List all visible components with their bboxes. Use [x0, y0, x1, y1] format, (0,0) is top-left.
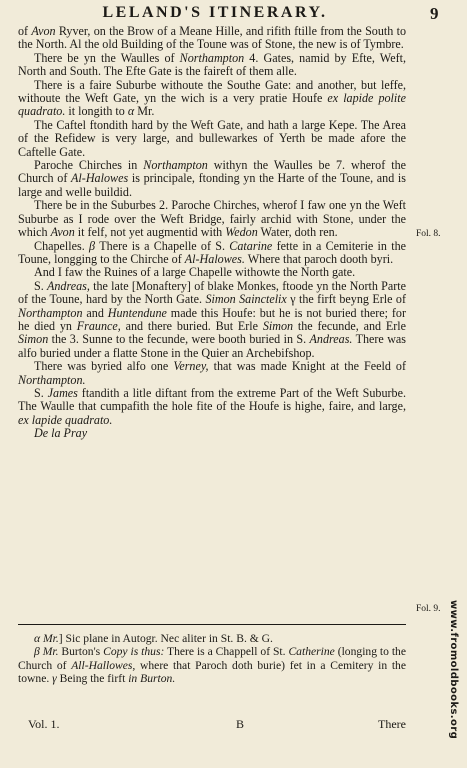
- italic-run: Fraunce,: [76, 318, 121, 333]
- text-run: withyn the Waulles be 7. wherof the Church of: [18, 158, 406, 186]
- text-run: (longing to the Church of: [18, 645, 406, 672]
- text-run: is principale, ftonding yn the Harte of the Toune, and is large and welle buildid.: [18, 171, 407, 199]
- italic-run: James: [47, 385, 78, 400]
- text-run: There be yn the Waulles of: [34, 50, 180, 65]
- text-run: γ the firft beyng Erle of: [286, 292, 406, 307]
- italic-run: Al-Halowes: [71, 171, 129, 186]
- volume-label: Vol. 1.: [28, 717, 60, 731]
- signature-mark: B: [236, 717, 245, 731]
- text-run: There is a Chappell of St.: [164, 645, 289, 659]
- text-run: There be in the Suburbes 2. Paroche Chirches, wherof I faw one yn the Weft Suburbe as I rode over the Weft Bridge, fairly archid with Stone, under the which: [18, 198, 406, 240]
- text-run: the fecunde, and Erle: [293, 318, 406, 333]
- paragraph-p2: [18, 52, 406, 79]
- italic-run: Northampton: [179, 50, 245, 65]
- italic-run: is thus:: [130, 645, 165, 659]
- text-run: and: [82, 305, 108, 320]
- italic-run: ex lapide polite quadrato.: [18, 91, 406, 119]
- italic-run: Wedon: [225, 225, 258, 240]
- paragraph-p7: [18, 240, 406, 267]
- text-run: Mr.: [134, 104, 155, 119]
- paragraph-p4: [18, 119, 406, 159]
- paragraph-p9: [18, 280, 406, 360]
- italic-run: Copy: [103, 645, 128, 659]
- text-run: There is a Chapelle of S.: [95, 238, 230, 253]
- text-run: Chapelles.: [34, 238, 89, 253]
- italic-run: Catherine: [288, 645, 335, 659]
- text-run: the 3. Sunne to the fecunde, were booth buried in S.: [48, 332, 310, 347]
- sidenote-fol-8: Fol. 8.: [416, 229, 441, 239]
- paragraph-p10: [18, 360, 406, 387]
- italic-run: Catarine: [229, 238, 273, 253]
- italic-run: α: [127, 104, 135, 119]
- italic-run: Northampton.: [18, 372, 86, 387]
- text-run: S.: [34, 385, 48, 400]
- text-run: There was alfo buried under a flatte Stone in the Quier an Archebifshop.: [18, 332, 406, 360]
- italic-run: α: [34, 632, 41, 645]
- italic-run: β: [34, 645, 40, 659]
- text-run: Where that paroch dooth byri.: [244, 251, 394, 266]
- text-run: and there buried. But Erle: [120, 318, 263, 333]
- text-run: it felf, not yet augmentid with: [74, 225, 226, 240]
- main-text: [18, 25, 406, 441]
- paragraph-p6: [18, 199, 406, 239]
- text-run: Being the firft: [56, 672, 129, 686]
- text-run: There was byried alfo one: [34, 359, 174, 374]
- footnotes: [18, 632, 406, 686]
- text-run: 4. Gates, namid by Efte, Weft, North and South. The Efte Gate is the faireft of them alle.: [18, 50, 406, 79]
- paragraph-p8: [18, 266, 406, 279]
- text-run: Burton's: [58, 645, 104, 659]
- text-run: of: [18, 24, 32, 38]
- italic-run: ex lapide quadrato.: [18, 412, 113, 427]
- watermark-text: www.fromoldbooks.org: [448, 600, 459, 740]
- italic-run: Andreas,: [47, 278, 90, 293]
- sidenote-fol-9: Fol. 9.: [416, 604, 441, 614]
- paragraph-p12: [18, 427, 406, 440]
- text-run: fette in a Cemiterie in the Toune, longging to the Chirche of: [18, 238, 407, 266]
- italic-run: in Burton.: [128, 672, 176, 686]
- italic-run: Huntendune: [107, 305, 167, 320]
- italic-run: All-Hallowes,: [71, 658, 136, 672]
- italic-run: Simon: [262, 318, 294, 333]
- page-footer: [18, 717, 406, 733]
- text-run: where that Paroch doth burie) fet in a Cemitery in the towne.: [18, 658, 406, 686]
- paragraph-p3: [18, 79, 406, 119]
- italic-run: Simon Sainctelix: [205, 292, 287, 307]
- footnote-rule: [18, 624, 406, 625]
- page-number: 9: [430, 4, 439, 23]
- text-run: the late [Monaftery] of blake Monkes, ftoode yn the North Parte of the Toune, hard by the North Gate.: [18, 278, 406, 307]
- italic-run: Mr.: [42, 645, 59, 659]
- text-run: it longith to: [65, 104, 128, 119]
- text-run: that was made Knight at the Feeld of: [208, 359, 406, 374]
- italic-run: Northampton: [18, 305, 83, 320]
- italic-run: De la Pray: [34, 426, 88, 441]
- italic-run: Northampton: [143, 158, 208, 173]
- italic-run: Avon: [31, 24, 56, 38]
- paragraph-p11: [18, 387, 406, 427]
- italic-run: γ: [52, 672, 57, 686]
- paragraph-p1: [18, 25, 406, 52]
- running-title: LELAND'S ITINERARY.: [102, 4, 328, 21]
- italic-run: Al-Halowes.: [184, 251, 245, 266]
- catchword: There: [378, 717, 406, 731]
- text-run: ] Sic plane in Autogr. Nec aliter in St. B. & G.: [58, 632, 273, 645]
- italic-run: Andreas.: [309, 332, 353, 347]
- text-run: Paroche Chirches in: [34, 158, 144, 173]
- text-run: Ryver, on the Brow of a Meane Hille, and rifith ftille from the South to the North. Al the old Building of the Toune was of Stone, the new is of Tymbre.: [18, 24, 406, 52]
- text-run: made this Houfe: but he is not buried there; for he died yn: [18, 305, 406, 333]
- italic-run: Avon: [50, 225, 75, 240]
- footnote-n1: [18, 632, 406, 645]
- text-run: Water, doth ren.: [257, 225, 338, 240]
- italic-run: Mr.: [43, 632, 59, 645]
- text-run: The Caftel ftondith hard by the Weft Gate, and hath a large Kepe. The Area of the Refidew is very large, and bullewarkes of Yerth be made afore the Caftelle Gate.: [18, 117, 406, 159]
- text-run: And I faw the Ruines of a large Chapelle withowte the North gate.: [34, 265, 356, 280]
- text-run: ftandith a litle diftant from the extreme Part of the Weft Suburbe. The Waulle that cumpafith the hole fite of the Houfe is highe, faire, and large,: [18, 385, 406, 414]
- italic-run: Simon: [18, 332, 49, 347]
- page-header: [0, 4, 467, 24]
- footnote-n2: [18, 645, 406, 685]
- text-run: There is a faire Suburbe withoute the Southe Gate: and another, but leffe, withoute the Weft Gate, yn the wich is a very pratie Houfe: [18, 77, 406, 106]
- italic-run: β: [88, 238, 96, 253]
- text-run: S.: [34, 278, 47, 293]
- paragraph-p5: [18, 159, 406, 199]
- italic-run: Verney,: [173, 359, 209, 374]
